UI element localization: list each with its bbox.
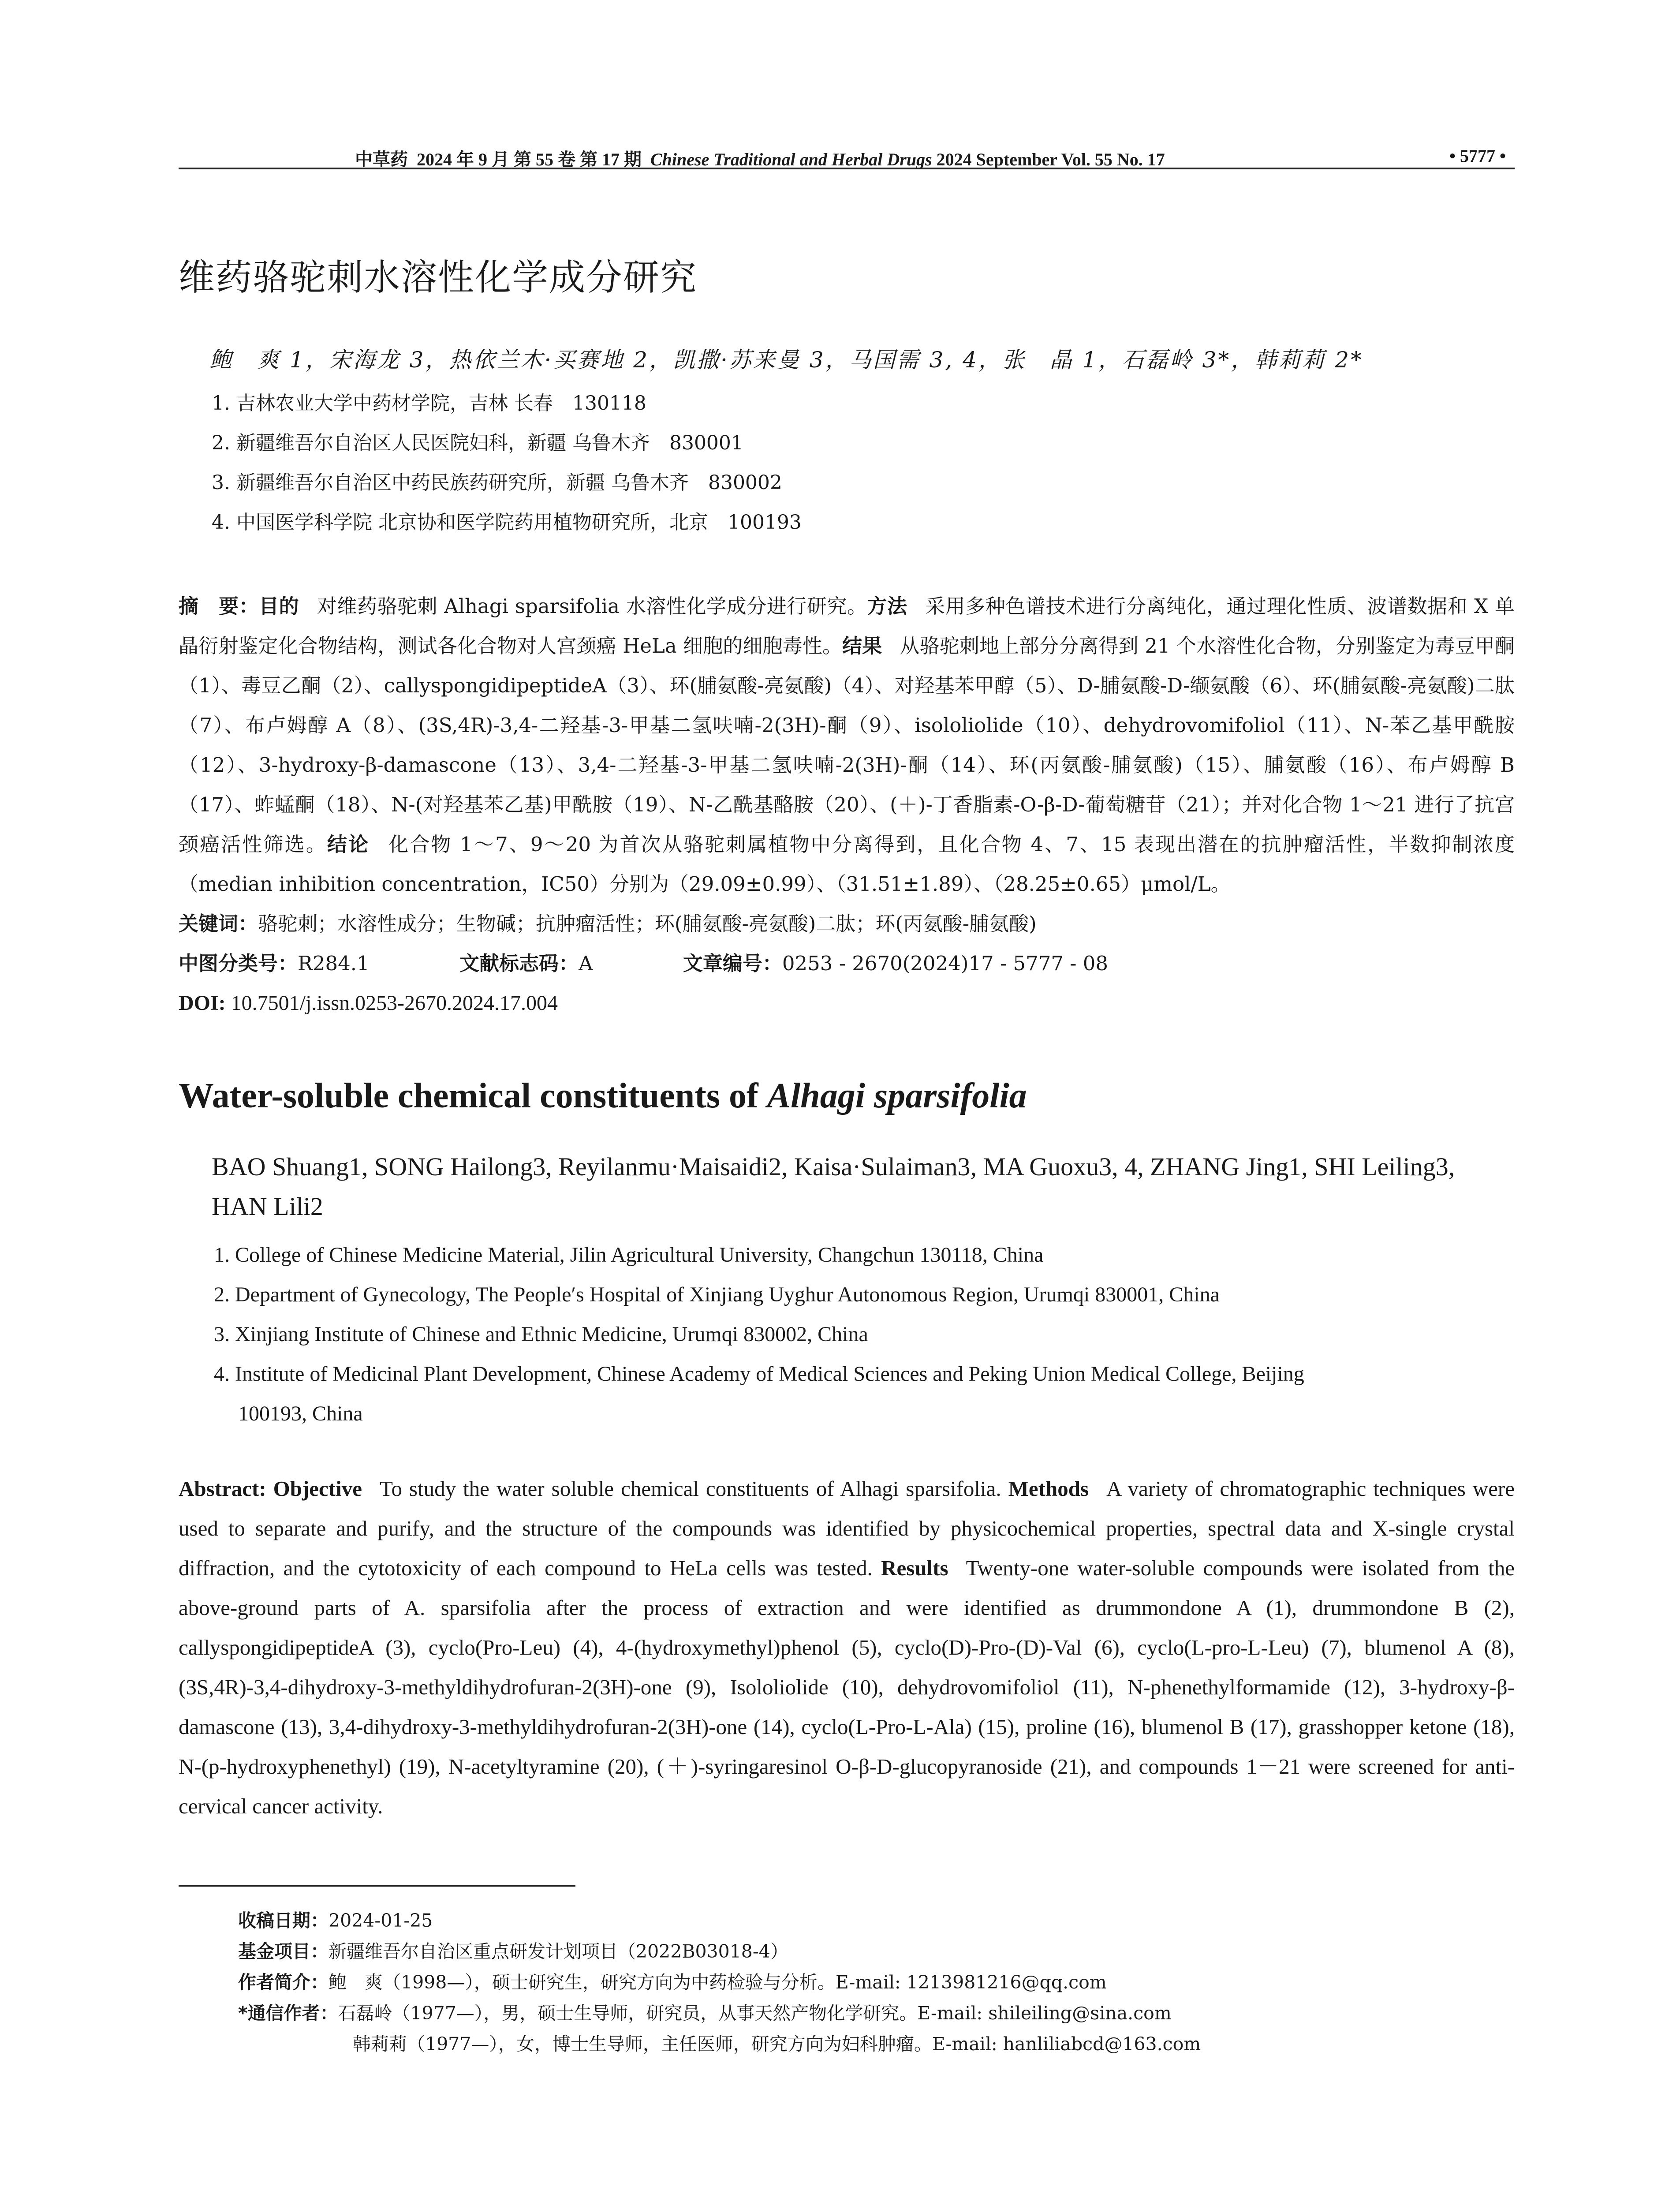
fn-corr-1: 石磊岭（1977—），男，硕士生导师，研究员，从事天然产物化学研究。E-mail: shileiling@sina.com	[338, 2003, 1172, 2024]
issue-en: 2024 September Vol. 55 No. 17	[936, 149, 1165, 169]
page-number: • 5777 •	[1449, 146, 1506, 166]
cn-authors: 鲍 爽 1，宋海龙 3，热依兰木·买赛地 2，凯撒·苏来曼 3，马国需 3, 4，张 晶 1，石磊岭 3*，韩莉莉 2*	[209, 347, 1364, 373]
footnote-rule	[179, 1885, 575, 1887]
en-title-plain: Water-soluble chemical constituents of	[179, 1076, 767, 1115]
fn-received-label: 收稿日期：	[238, 1910, 329, 1931]
footnotes	[238, 1905, 1201, 2059]
en-objective: To study the water soluble chemical constituents of Alhagi sparsifolia.	[379, 1476, 1001, 1501]
cn-keywords	[179, 904, 1515, 944]
en-affiliation-3: 3. Xinjiang Institute of Chinese and Ethnic Medicine, Urumqi 830002, China	[214, 1323, 868, 1346]
en-affiliation-1: 1. College of Chinese Medicine Material, Jilin Agricultural University, Changchun 130118, China	[214, 1243, 1044, 1267]
fn-author-label: 作者简介：	[238, 1972, 329, 1993]
cn-affiliation-2: 2. 新疆维吾尔自治区人民医院妇科，新疆 乌鲁木齐 830001	[212, 432, 743, 454]
keywords-label: 关键词：	[179, 912, 258, 935]
doi-link[interactable]: 10.7501/j.issn.0253-2670.2024.17.004	[231, 991, 558, 1015]
clc-label: 中图分类号：	[179, 952, 298, 975]
fn-corresponding	[238, 1998, 1201, 2029]
cn-affiliation-4: 4. 中国医学科学院 北京协和医学院药用植物研究所，北京 100193	[212, 511, 802, 534]
doi-line	[179, 983, 1515, 1023]
en-affiliation-4-cont: 100193, China	[238, 1402, 363, 1425]
en-authors: BAO Shuang1, SONG Hailong3, Reyilanmu·Maisaidi2, Kaisa·Sulaiman3, MA Guoxu3, 4, ZHANG Jing1, SHI Leiling3, HAN Lili2	[212, 1152, 1455, 1221]
fn-received-date: 2024-01-25	[329, 1910, 433, 1931]
cn-affiliations	[179, 384, 1515, 542]
cn-affiliation-3: 3. 新疆维吾尔自治区中药民族药研究所，新疆 乌鲁木齐 830002	[212, 471, 782, 494]
keywords: 骆驼刺；水溶性成分；生物碱；抗肿瘤活性；环(脯氨酸-亮氨酸)二肽；环(丙氨酸-脯氨酸)	[258, 912, 1037, 935]
doccode-label: 文献标志码：	[459, 952, 579, 975]
cn-results: 从骆驼刺地上部分分离得到 21 个水溶性化合物，分别鉴定为毒豆甲酮（1）、毒豆乙酮（2）、callyspongidipeptideA（3）、环(脯氨酸-亮氨酸)（4）、对羟基苯甲醇（5）、D-脯氨酸-D-缬氨酸（6）、环(脯氨酸-亮氨酸)二肽（7）、布卢姆醇 A（8）、(3S,4R)-3,4-二羟基-3-甲基二氢呋喃-2(3H)-酮（9）、isololiolide（10）、dehydrovomifoliol（11）、N-苯乙基甲酰胺（12）、3-hydroxy-β-damascone（13）、3,4-二羟基-3-甲基二氢呋喃-2(3H)-酮（14）、环(丙氨酸-脯氨酸)（15）、脯氨酸（16）、布卢姆醇 B（17）、蚱蜢酮（18）、N-(对羟基苯乙基)甲酰胺（19）、N-乙酰基酪胺（20）、(＋)-丁香脂素-O-β-D-葡萄糖苷（21）；并对化合物 1～21 进行了抗宫颈癌活性筛选。	[179, 634, 1515, 856]
en-results: Twenty-one water-soluble compounds were isolated from the above-ground parts of A. sparsifolia after the process of extraction and were identified as drummondone A (1), drummondone B (2), callyspongidipeptideA (3), cyclo(Pro-Leu) (4), 4-(hydroxymethyl)phenol (5), cyclo(D)-Pro-(D)-Val (6), cyclo(L-pro-L-Leu) (7), blumenol A (8), (3S,4R)-3,4-dihydroxy-3-methyldihydrofuran-2(3H)-one (9), Isololiolide (10), dehydrovomifoliol (11), N-phenethylformamide (12), 3-hydroxy-β-damascone (13), 3,4-dihydroxy-3-methyldihydrofuran-2(3H)-one (14), cyclo(L-Pro-L-Ala) (15), proline (16), blumenol B (17), grasshopper ketone (18), N-(p-hydroxyphenethyl) (19), N-acetyltyramine (20), (＋)-syringaresinol O-β-D-glucopyranoside (21), and compounds 1－21 were screened for anti-cervical cancer activity.	[179, 1556, 1515, 1818]
cn-methods-label: 方法	[867, 594, 907, 618]
en-title	[179, 1076, 1515, 1116]
en-methods-label: Methods	[1008, 1476, 1089, 1501]
running-head-left	[355, 146, 1165, 171]
en-methods: A variety of chromatographic techniques were used to separate and purify, and the structure of the compounds was identified by physicochemical properties, spectral data and X-single crystal diffraction, and the cytotoxicity of each compound to HeLa cells was tested.	[179, 1476, 1515, 1580]
fn-author-text: 鲍 爽（1998—），硕士研究生，研究方向为中药检验与分析。E-mail: 1213981216@qq.com	[329, 1972, 1107, 1993]
article-no-label: 文章编号：	[683, 952, 782, 975]
cn-abstract-label: 摘 要：	[179, 594, 259, 618]
doi-label: DOI:	[179, 991, 226, 1015]
en-affiliation-4: 4. Institute of Medicinal Plant Development, Chinese Academy of Medical Sciences and Peking Union Medical College, Beijing	[214, 1362, 1304, 1386]
classification-line	[179, 944, 1515, 983]
journal-cn: 中草药	[355, 149, 408, 169]
clc: R284.1	[298, 952, 370, 975]
running-head	[179, 132, 1515, 169]
en-abstract-label: Abstract: Objective	[179, 1476, 362, 1501]
cn-conclusion-label: 结论	[327, 833, 370, 856]
journal-en: Chinese Traditional and Herbal Drugs	[650, 149, 932, 169]
fn-corr-label: *通信作者：	[238, 2003, 338, 2024]
en-results-label: Results	[881, 1556, 948, 1580]
cn-objective-label: 目的	[259, 594, 299, 618]
issue-cn: 2024 年 9 月 第 55 卷 第 17 期	[417, 149, 642, 169]
cn-conclusion: 化合物 1～7、9～20 为首次从骆驼刺属植物中分离得到，且化合物 4、7、15 表现出潜在的抗肿瘤活性，半数抑制浓度（median inhibition concentration，IC50）分别为（29.09±0.99）、（31.51±1.89）、（28.25±0.65）μmol/L。	[179, 833, 1515, 896]
fn-fund-text: 新疆维吾尔自治区重点研发计划项目（2022B03018-4）	[329, 1941, 788, 1962]
page	[179, 132, 1515, 1826]
doccode: A	[579, 952, 593, 975]
en-abstract	[179, 1469, 1515, 1826]
en-affiliations	[179, 1235, 1515, 1434]
cn-abstract	[179, 587, 1515, 904]
cn-results-label: 结果	[842, 634, 882, 658]
cn-methods: 采用多种色谱技术进行分离纯化，通过理化性质、波谱数据和 X 单晶衍射鉴定化合物结构，测试各化合物对人宫颈癌 HeLa 细胞的细胞毒性。	[179, 594, 1515, 658]
fn-fund	[238, 1936, 1201, 1967]
fn-corr-2: 韩莉莉（1977—），女，博士生导师，主任医师，研究方向为妇科肿瘤。E-mail: hanliliabcd@163.com	[353, 2033, 1201, 2055]
fn-received	[238, 1905, 1201, 1936]
en-title-species: Alhagi sparsifolia	[767, 1076, 1027, 1115]
article-no: 0253 - 2670(2024)17 - 5777 - 08	[782, 952, 1109, 975]
en-affiliation-2: 2. Department of Gynecology, The People′s Hospital of Xinjiang Uyghur Autonomous Region, Urumqi 830001, China	[214, 1283, 1220, 1306]
cn-objective: 对维药骆驼刺 Alhagi sparsifolia 水溶性化学成分进行研究。	[317, 594, 867, 618]
fn-fund-label: 基金项目：	[238, 1941, 329, 1962]
fn-author	[238, 1967, 1201, 1998]
cn-affiliation-1: 1. 吉林农业大学中药材学院，吉林 长春 130118	[212, 392, 646, 415]
cn-title: 维药骆驼刺水溶性化学成分研究	[179, 257, 698, 299]
